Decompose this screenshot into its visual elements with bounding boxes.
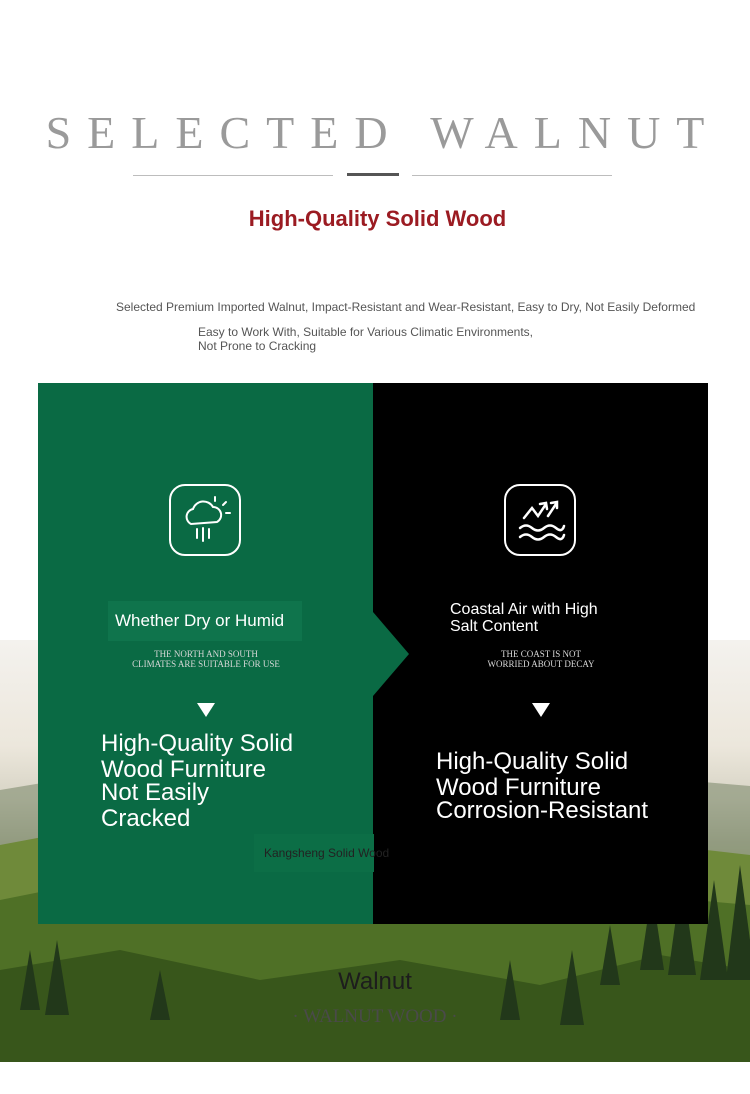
right-headline-line-3: Corrosion-Resistant <box>436 797 649 824</box>
page-subtitle: High-Quality Solid Wood <box>248 206 507 231</box>
right-panel-label <box>450 601 650 635</box>
description-block <box>198 325 533 353</box>
right-caption-line-2: WORRIED ABOUT DECAY <box>487 659 595 669</box>
footer-subtitle: · WALNUT WOOD · <box>292 1006 458 1027</box>
left-headline-line-1: High-Quality Solid <box>101 730 294 757</box>
left-panel-caption <box>106 649 306 669</box>
footer-title: Walnut <box>338 968 412 995</box>
right-panel-label-line-2: Salt Content <box>450 618 539 635</box>
page-title: SELECTED WALNUT <box>45 107 721 158</box>
down-triangle-icon <box>197 703 215 717</box>
divider-left <box>133 175 333 176</box>
right-headline-line-1: High-Quality Solid <box>436 748 629 775</box>
left-headline-line-3: Not Easily <box>101 779 210 806</box>
description-line-2: Easy to Work With, Suitable for Various Climatic Environments, <box>198 325 534 339</box>
left-headline-line-4: Cracked <box>101 805 191 832</box>
right-panel-headline <box>436 749 706 824</box>
left-caption-line-1: THE NORTH AND SOUTH <box>154 649 258 659</box>
left-caption-line-2: CLIMATES ARE SUITABLE FOR USE <box>132 659 280 669</box>
left-panel-label: Whether Dry or Humid <box>115 611 285 630</box>
left-headline-line-2: Wood Furniture <box>101 756 266 783</box>
right-caption-line-1: THE COAST IS NOT <box>500 649 582 659</box>
right-headline-line-2: Wood Furniture <box>436 774 601 801</box>
description-line-3: Not Prone to Cracking <box>198 339 317 353</box>
brand-label: Kangsheng Solid Wood <box>264 846 390 860</box>
divider-right <box>412 175 612 176</box>
cloud-sun-rain-icon <box>169 484 241 556</box>
divider-center <box>347 173 399 176</box>
left-panel-headline <box>101 731 361 832</box>
panel-arrow-notch <box>373 612 409 696</box>
down-triangle-icon <box>532 703 550 717</box>
waves-arrows-icon <box>504 484 576 556</box>
right-panel-caption <box>441 649 641 669</box>
description-line-1: Selected Premium Imported Walnut, Impact-Resistant and Wear-Resistant, Easy to Dry, Not Easily Deformed <box>116 300 696 314</box>
right-panel-label-line-1: Coastal Air with High <box>450 601 598 618</box>
